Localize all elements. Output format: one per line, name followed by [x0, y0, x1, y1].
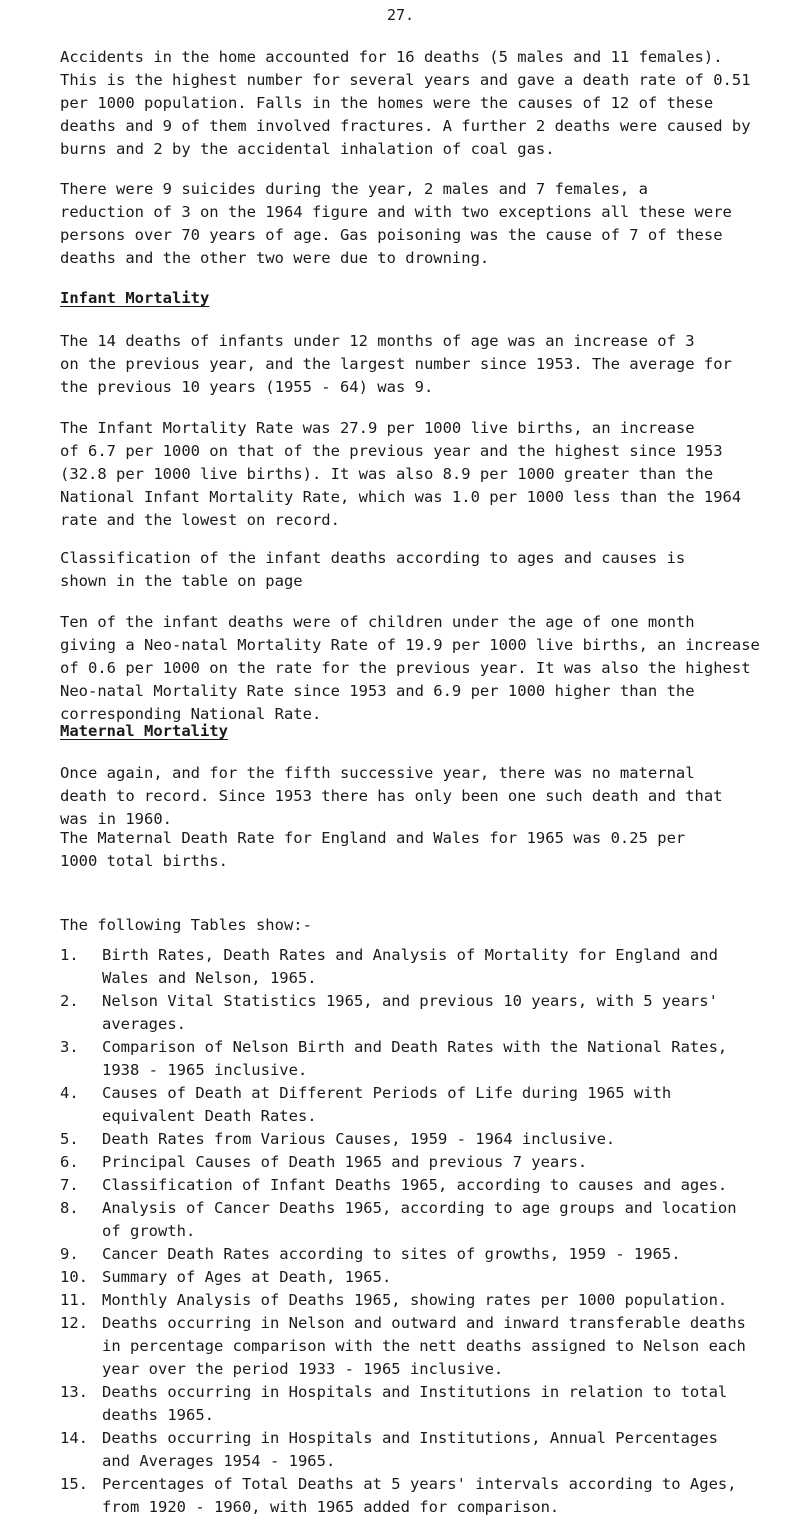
- list-item-text: Classification of Infant Deaths 1965, according to causes and ages.: [102, 1176, 728, 1194]
- paragraph-infant-mortality-rate: The Infant Mortality Rate was 27.9 per 1000 live births, an increase of 6.7 per 1000 on that of the previous year and the highest since 1953 (32.8 per 1000 live births). It was also 8.9 per 1000 greater than the National Infant Mortality Rate, which was 1.0 per 1000 less than the 1964 rate and the lowest on record.: [60, 419, 742, 529]
- list-item-text: Analysis of Cancer Deaths 1965, according to age groups and location of growth.: [102, 1199, 737, 1240]
- list-item-text: Deaths occurring in Nelson and outward and inward transferable deaths in percentage comparison with the nett deaths assigned to Nelson each year over the period 1933 - 1965 inclusive.: [102, 1314, 746, 1378]
- list-item-text: Summary of Ages at Death, 1965.: [102, 1268, 392, 1286]
- page-number: 27.: [386, 6, 415, 24]
- list-item-number: 4.: [60, 1084, 79, 1102]
- list-item-text: Nelson Vital Statistics 1965, and previous 10 years, with 5 years' averages.: [102, 992, 718, 1033]
- list-item: [60, 1243, 785, 1266]
- list-item-text: Percentages of Total Deaths at 5 years' intervals according to Ages, from 1920 - 1960, with 1965 added for comparison.: [102, 1475, 737, 1516]
- list-item-number: 15.: [60, 1475, 88, 1493]
- list-item: [60, 944, 785, 990]
- list-item: [60, 1266, 785, 1289]
- paragraph-maternal-rate: The Maternal Death Rate for England and Wales for 1965 was 0.25 per 1000 total births.: [60, 829, 686, 870]
- paragraph-classification: Classification of the infant deaths according to ages and causes is shown in the table on page: [60, 549, 686, 590]
- list-item-number: 13.: [60, 1383, 88, 1401]
- list-item-text: Deaths occurring in Hospitals and Institutions in relation to total deaths 1965.: [102, 1383, 728, 1424]
- list-item: [60, 1473, 785, 1519]
- list-item-text: Causes of Death at Different Periods of Life during 1965 with equivalent Death Rates.: [102, 1084, 672, 1125]
- list-item-number: 14.: [60, 1429, 88, 1447]
- paragraph-neonatal: Ten of the infant deaths were of children under the age of one month giving a Neo-natal Mortality Rate of 19.9 per 1000 live births, an increase of 0.6 per 1000 on the rate for the previous year. It was also the highest Neo-natal Mortality Rate since 1953 and 6.9 per 1000 higher than the corresponding National Rate.: [60, 613, 760, 723]
- list-item: [60, 1036, 785, 1082]
- list-item-number: 9.: [60, 1245, 79, 1263]
- paragraph-tables-intro: The following Tables show:-: [60, 916, 312, 934]
- list-item: [60, 1174, 785, 1197]
- list-item-number: 8.: [60, 1199, 79, 1217]
- list-item-number: 3.: [60, 1038, 79, 1056]
- list-item: [60, 1312, 785, 1381]
- list-item-text: Cancer Death Rates according to sites of growths, 1959 - 1965.: [102, 1245, 681, 1263]
- paragraph-suicides: There were 9 suicides during the year, 2 males and 7 females, a reduction of 3 on the 1964 figure and with two exceptions all these were persons over 70 years of age. Gas poisoning was the cause of 7 of these deaths and the other two were due to drowning.: [60, 180, 732, 267]
- list-item-text: Deaths occurring in Hospitals and Institutions, Annual Percentages and Averages 1954 - 1965.: [102, 1429, 718, 1470]
- list-item-text: Birth Rates, Death Rates and Analysis of Mortality for England and Wales and Nelson, 1965.: [102, 946, 718, 987]
- list-item-number: 12.: [60, 1314, 88, 1332]
- list-item-number: 6.: [60, 1153, 79, 1171]
- list-item-text: Comparison of Nelson Birth and Death Rates with the National Rates, 1938 - 1965 inclusive.: [102, 1038, 728, 1079]
- list-item-text: Monthly Analysis of Deaths 1965, showing rates per 1000 population.: [102, 1291, 728, 1309]
- list-item-number: 5.: [60, 1130, 79, 1148]
- list-item-number: 11.: [60, 1291, 88, 1309]
- list-item-number: 7.: [60, 1176, 79, 1194]
- list-item: [60, 1128, 785, 1151]
- list-item: [60, 1197, 785, 1243]
- list-item: [60, 1427, 785, 1473]
- list-item: [60, 1082, 785, 1128]
- list-item-text: Principal Causes of Death 1965 and previous 7 years.: [102, 1153, 588, 1171]
- tables-list: [60, 944, 785, 1519]
- heading-infant-mortality: Infant Mortality: [60, 289, 210, 307]
- paragraph-maternal-deaths: Once again, and for the fifth successive year, there was no maternal death to record. Since 1953 there has only been one such death and that was in 1960.: [60, 764, 723, 828]
- list-item: [60, 990, 785, 1036]
- list-item: [60, 1151, 785, 1174]
- list-item-number: 1.: [60, 946, 79, 964]
- list-item: [60, 1289, 785, 1312]
- heading-maternal-mortality: Maternal Mortality: [60, 722, 228, 740]
- list-item-number: 10.: [60, 1268, 88, 1286]
- list-item: [60, 1381, 785, 1427]
- paragraph-home-accidents: Accidents in the home accounted for 16 deaths (5 males and 11 females). This is the highest number for several years and gave a death rate of 0.51 per 1000 population. Falls in the homes were the causes of 12 of these deaths and 9 of them involved fractures. A further 2 deaths were caused by burns and 2 by the accidental inhalation of coal gas.: [60, 48, 751, 158]
- paragraph-infant-deaths: The 14 deaths of infants under 12 months of age was an increase of 3 on the previous year, and the largest number since 1953. The average for the previous 10 years (1955 - 64) was 9.: [60, 332, 732, 396]
- list-item-number: 2.: [60, 992, 79, 1010]
- list-item-text: Death Rates from Various Causes, 1959 - 1964 inclusive.: [102, 1130, 616, 1148]
